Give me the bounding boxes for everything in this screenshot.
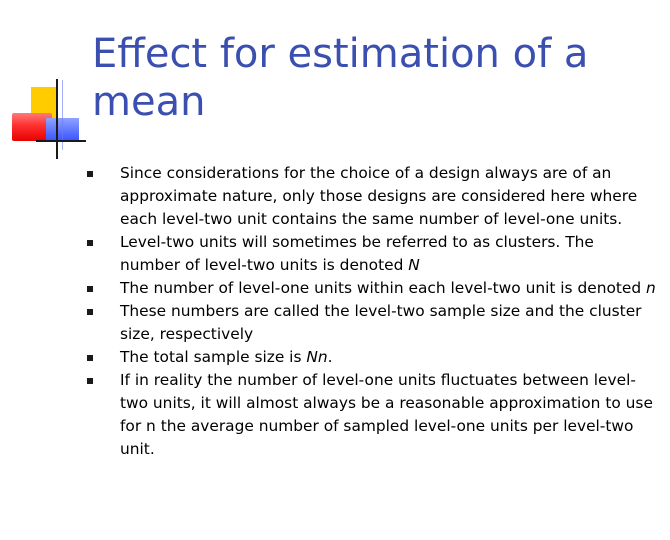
- bullet-text: The total sample size is: [120, 348, 307, 366]
- bullet-variable: n: [646, 279, 656, 297]
- logo-vertical-line: [56, 79, 58, 159]
- bullet-text: Level-two units will sometimes be referred to as clusters. The number of level-two units is denoted: [120, 233, 594, 274]
- bullet-text: Since considerations for the choice of a design always are of an approximate nature, only those designs are considered here where each level-two unit contains the same number of level-one units.: [120, 164, 638, 228]
- bullet-variable: Nn: [306, 348, 328, 366]
- square-bullet-icon: [87, 240, 93, 246]
- square-bullet-icon: [87, 171, 93, 177]
- bullet-list: [87, 162, 657, 461]
- square-bullet-icon: [87, 309, 93, 315]
- slide-title: Effect for estimation of a mean: [92, 31, 589, 125]
- bullet-item: [87, 346, 657, 369]
- bullet-item: [87, 300, 657, 346]
- logo-horizontal-line: [36, 140, 86, 142]
- bullet-text: If in reality the number of level-one units fluctuates between level-two units, it will almost always be a reasonable approximation to use for n the average number of sampled level-one units per level-two unit.: [120, 371, 653, 458]
- bullet-item: [87, 277, 657, 300]
- bullet-text: The number of level-one units within each level-two unit is denoted: [120, 279, 647, 297]
- bullet-variable: N: [408, 256, 420, 274]
- square-bullet-icon: [87, 378, 93, 384]
- bullet-text-after: .: [327, 348, 333, 366]
- bullet-item: [87, 162, 657, 231]
- bullet-text: These numbers are called the level-two sample size and the cluster size, respectively: [120, 302, 642, 343]
- square-bullet-icon: [87, 286, 93, 292]
- square-bullet-icon: [87, 355, 93, 361]
- bullet-item: [87, 231, 657, 277]
- bullet-item: [87, 369, 657, 461]
